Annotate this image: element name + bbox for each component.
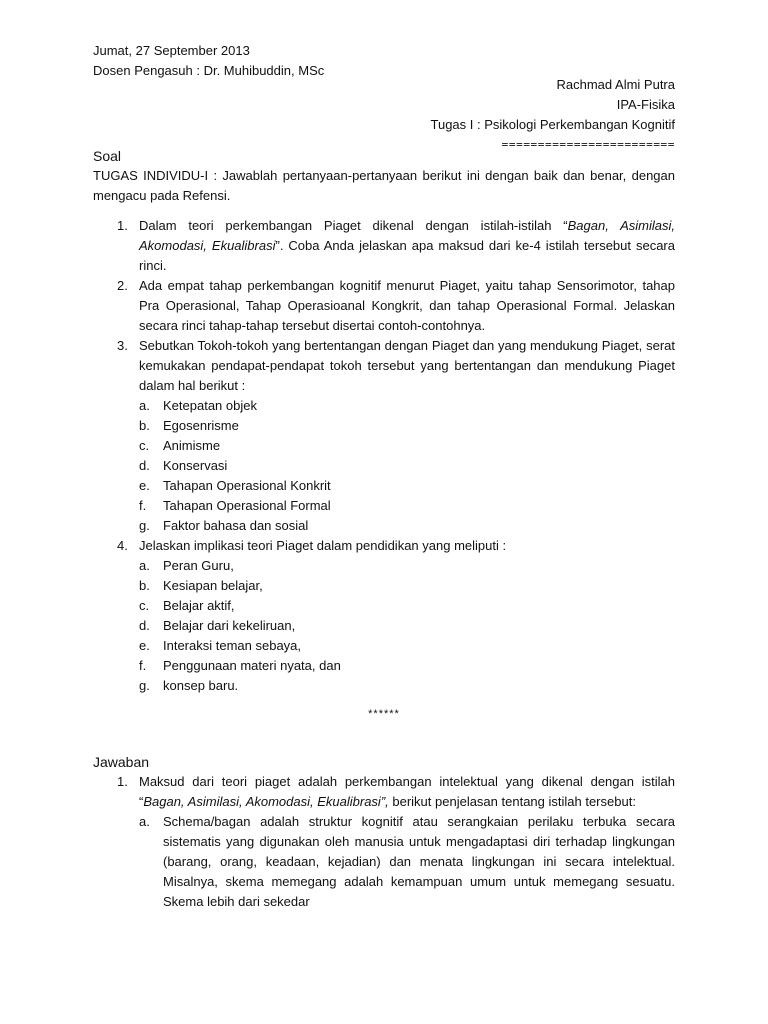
date-line: Jumat, 27 September 2013 [93,43,250,58]
list-item: g. Faktor bahasa dan sosial [139,518,309,533]
answer-list [93,772,675,912]
soal-title: Soal [93,148,122,164]
list-item: f. Tahapan Operasional Formal [139,498,331,513]
answer-1-pre: Maksud dari teori piaget adalah perkembangan intelektual yang dikenal dengan istilah “ [139,774,675,809]
soal-intro: TUGAS INDIVIDU-I : Jawablah pertanyaan-pertanyaan berikut ini dengan baik dan benar, dengan mengacu pada Refensi. [93,168,675,203]
question-number: 1. [117,218,128,233]
soal-section [93,146,675,724]
question-1 [93,216,675,276]
jawaban-title: Jawaban [93,754,150,770]
assignment-title: Tugas I : Psikologi Perkembangan Kognitif [430,117,675,132]
answer-1 [93,772,675,912]
list-item: e. Interaksi teman sebaya, [139,638,302,653]
list-item: f. Penggunaan materi nyata, dan [139,658,341,673]
question-1-post: ”. Coba Anda jelaskan apa maksud dari ke-4 istilah tersebut secara rinci. [139,238,675,273]
question-1-pre: Dalam teori perkembangan Piaget dikenal dengan istilah-istilah “ [139,218,568,233]
list-item: d. Belajar dari kekeliruan, [139,618,296,633]
question-2-text: Ada empat tahap perkembangan kognitif menurut Piaget, yaitu tahap Sensorimotor, tahap Pra Operasional, Tahap Operasioanal Kongkrit, dan tahap Operasional Formal. Jelaskan secara rinci tahap-tahap tersebut disertai contoh-contohnya. [139,278,675,333]
header-divider: ======================== [501,138,675,151]
section-separator: ****** [368,708,400,720]
list-item: g. konsep baru. [139,678,239,693]
answer-1-items [139,812,675,912]
jawaban-section [93,752,675,912]
question-number: 2. [117,278,128,293]
answer-1-post: berikut penjelasan tentang istilah tersebut: [388,794,636,809]
question-3 [93,336,675,536]
question-1-terms: Bagan, Asimilasi, Akomodasi, Ekualibrasi [139,218,676,253]
question-2 [93,276,675,336]
question-3-items [139,396,675,536]
lecturer-line: Dosen Pengasuh : Dr. Muhibuddin, MSc [93,63,325,78]
question-number: 3. [117,338,128,353]
list-item: a. Ketepatan objek [139,398,257,413]
answer-1-terms: Bagan, Asimilasi, Akomodasi, Ekualibrasi”, [143,794,389,809]
list-item: b. Egosenrisme [139,418,239,433]
list-item: d. Konservasi [139,458,228,473]
answer-number: 1. [117,774,128,789]
question-4-items [139,556,675,696]
question-4 [93,536,675,696]
program-name: IPA-Fisika [616,97,675,112]
question-number: 4. [117,538,128,553]
list-item: a. Peran Guru, [139,558,234,573]
header-right [275,75,675,155]
list-item: b. Kesiapan belajar, [139,578,263,593]
list-item: a. Schema/bagan adalah struktur kognitif atau serangkaian perilaku terbuka secara sistematis yang digunakan oleh manusia untuk mengadaptasi diri terhadap lingkungan (barang, orang, keadaan, kejadian) dan menata lingkungan ini secara intelektual. Misalnya, skema memegang adalah kemampuan umum untuk memegang sesuatu. Skema lebih dari sekedar [139,814,675,909]
question-4-text: Jelaskan implikasi teori Piaget dalam pendidikan yang meliputi : [139,538,507,553]
question-list [93,216,675,696]
list-item: c. Belajar aktif, [139,598,235,613]
list-item: e. Tahapan Operasional Konkrit [139,478,331,493]
list-item: c. Animisme [139,438,221,453]
student-name: Rachmad Almi Putra [556,77,675,92]
question-3-text: Sebutkan Tokoh-tokoh yang bertentangan dengan Piaget dan yang mendukung Piaget, serat kemukakan pendapat-pendapat tokoh tersebut yang bertentangan dan mendukung Piaget dalam hal berikut : [139,338,675,393]
